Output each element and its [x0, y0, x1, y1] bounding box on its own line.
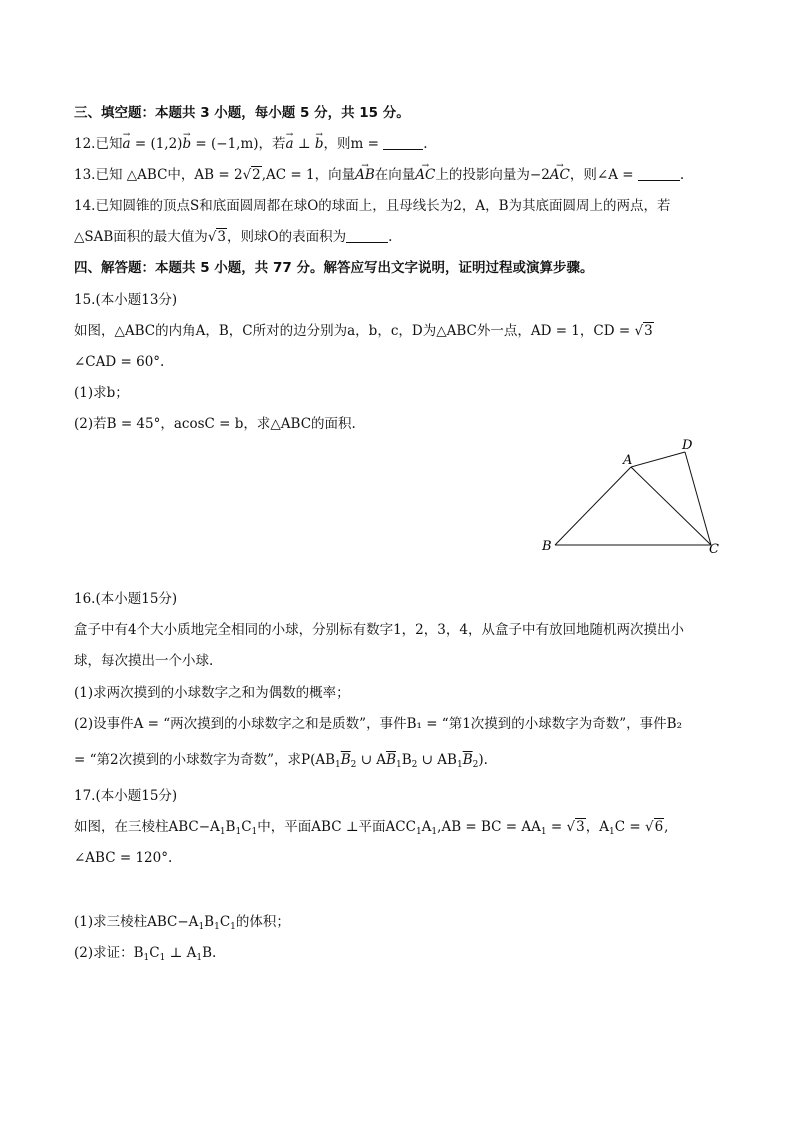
- triangle-figure: [530, 430, 730, 560]
- question-16-part-2-cont: = “第2次摸到的小球数字为奇数”，求$P(AB_1\overline{B}_2$ ∪ $A\overline{B}_1B_2$ ∪ $AB_1\overline{B}_2$).: [74, 752, 488, 770]
- question-15-line-2: ∠CAD = 60°.: [74, 354, 165, 370]
- question-15-part-1: (1)求b；: [74, 385, 129, 401]
- label-B: B: [542, 539, 552, 554]
- section-4-header: 四、解答题：本题共 5 小题，共 77 分。解答应写出文字说明，证明过程或演算步骤。: [74, 260, 594, 276]
- question-16-part-2: (2)设事件A = “两次摸到的小球数字之和是质数”，事件B₁ = “第1次摸到的小球数字为奇数”，事件B₂: [74, 716, 683, 732]
- label-C: C: [709, 542, 719, 557]
- question-15-header: 15.(本小题13分): [74, 292, 178, 308]
- section-3-header: 三、填空题：本题共 3 小题，每小题 5 分，共 15 分。: [74, 105, 410, 121]
- question-13: 13.已知 △ABC中，AB = 2√2,AC = 1，向量→ AB在向量→ AC上的投影向量为−2→ AC，则∠A = .: [74, 165, 684, 185]
- vector-b: → b: [182, 134, 191, 154]
- segment-AD: [631, 452, 685, 467]
- segment-AC: [631, 467, 711, 545]
- question-14-line-1: 14.已知圆锥的顶点S和底面圆周都在球O的球面上，且母线长为2，A，B为其底面圆周上的两点，若: [74, 198, 671, 214]
- question-15-line-1: 如图，△ABC的内角A，B，C所对的边分别为a，b，c，D为△ABC外一点，AD = 1，CD = √3: [74, 323, 653, 339]
- question-16-line-2: 球，每次摸出一个小球.: [74, 653, 214, 669]
- question-17-line-1: 如图，在三棱柱$ABC-A_1B_1C_1$中，平面ABC ⊥平面$ACC_1A_1,AB$ = BC = $AA_1 = √3$，$A_1C = √6$,: [74, 819, 669, 837]
- question-15-part-2: (2)若B = 45°，acosC = b，求△ABC的面积.: [74, 416, 356, 432]
- label-D: D: [682, 438, 693, 453]
- q12-number: 12.: [74, 136, 96, 152]
- question-16-header: 16.(本小题15分): [74, 591, 178, 607]
- question-16-line-1: 盒子中有4个大小质地完全相同的小球，分别标有数字1，2，3，4，从盒子中有放回地随机两次摸出小: [74, 622, 684, 638]
- question-17-header: 17.(本小题15分): [74, 788, 178, 804]
- answer-blank: [383, 135, 423, 150]
- question-17-line-2: ∠ABC = 120°.: [74, 850, 173, 866]
- answer-blank: [346, 228, 388, 243]
- question-17-part-1: (1)求三棱柱$ABC-A_1B_1C_1$的体积；: [74, 914, 290, 932]
- question-12: 12.已知→ a = (1,2)→ b = (−1,m)，若→ a ⊥ → b，则m = .: [74, 134, 428, 154]
- sqrt-symbol: √2: [242, 167, 261, 183]
- question-17-part-2: (2)求证：$B_1C_1$ ⊥ $A_1B$.: [74, 945, 217, 963]
- segment-DC: [685, 452, 711, 545]
- question-16-part-1: (1)求两次摸到的小球数字之和为偶数的概率；: [74, 685, 350, 701]
- segment-BA: [555, 467, 631, 545]
- answer-blank: [638, 166, 680, 181]
- label-A: A: [623, 453, 633, 468]
- vector-a: → a: [122, 134, 130, 154]
- question-14-line-2: △SAB面积的最大值为√3，则球O的表面积为 .: [74, 229, 393, 245]
